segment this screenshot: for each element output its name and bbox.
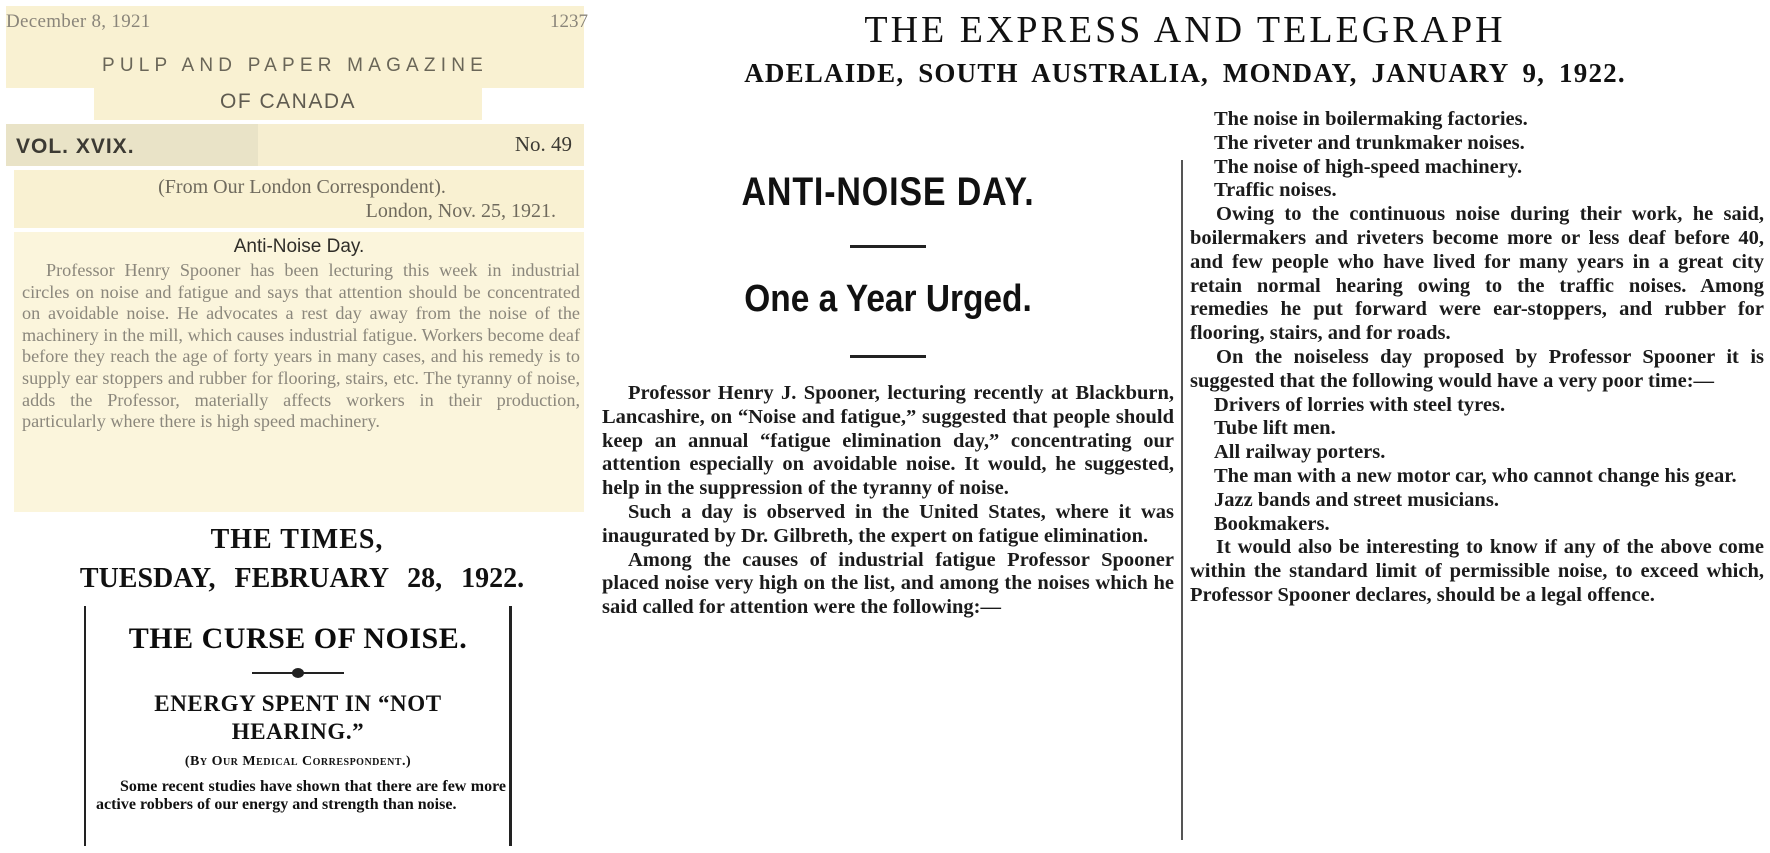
pulp-paper-clipping — [0, 0, 594, 520]
et-list-item: Drivers of lorries with steel tyres. — [1214, 393, 1506, 416]
pp-masthead-line2: OF CANADA — [219, 90, 356, 113]
times-byline: (By Our Medical Correspondent.) — [184, 754, 412, 769]
et-list-item: The noise of high-speed machinery. — [1214, 155, 1523, 178]
et-list-item: The man with a new motor car, who cannot change his gear. — [1214, 464, 1737, 487]
et-paragraph: Among the causes of industrial fatigue Professor Spooner placed noise very high on the list, and among the noises which he said called for attention were the following:— — [602, 548, 1174, 619]
pp-article-body: Professor Henry Spooner has been lecturing this week in industrial circles on noise and fatigue and says that attention should be concentrated on avoidable noise. He advocates a rest day away from the noise of the machinery in the mill, which causes industrial fatigue. Workers become deaf before they reach the age of forty years in many cases, and his remedy is to supply ear stoppers and rubber for flooring, stairs, etc. The tyranny of noise, adds the Professor, materially affects workers in their production, particularly where there is high speed machinery. — [22, 260, 580, 432]
et-paragraph: Professor Henry J. Spooner, lecturing recently at Blackburn, Lancashire, on “Noise and fatigue,” suggested that people should keep an annual “fatigue elimination day,” concentrating our attention especially on avoidable noise. It would, he suggested, help in the suppression of the tyranny of noise. — [602, 382, 1174, 500]
et-headline: ANTI-NOISE DAY. — [741, 170, 1035, 214]
pp-article-heading: Anti-Noise Day. — [233, 236, 365, 257]
et-list-item: All railway porters. — [1214, 441, 1386, 464]
et-paragraph: Such a day is observed in the United States, where it was inaugurated by Dr. Gilbreth, the expert on fatigue elimination. — [602, 500, 1174, 547]
et-paragraph: It would also be interesting to know if any of the above come within the standard limit of permissible noise, to exceed which, Professor Spooner declares, should be a legal offence. — [1190, 536, 1764, 606]
pp-correspondent: (From Our London Correspondent). — [158, 176, 446, 198]
times-masthead: THE TIMES, — [210, 524, 384, 555]
pp-dateline: London, Nov. 25, 1921. — [365, 200, 556, 222]
et-subheadline-rule — [850, 355, 926, 358]
et-paragraph: Owing to the continuous noise during their work, he said, boilermakers and riveters become more or less deaf before 40, and few people who have lived for many years in a great city retain normal hearing owing to the traffic noises. Among remedies he put forward were ear-stoppers, and rubber for flooring, stairs, and for roads. — [1190, 203, 1764, 345]
pp-volume: VOL. XVIX. — [16, 135, 135, 158]
et-column-2 — [1190, 108, 1764, 848]
times-divider-ornament — [292, 668, 304, 678]
et-list-item: Bookmakers. — [1214, 512, 1330, 535]
et-paragraph: On the noiseless day proposed by Professor Spooner it is suggested that the following would have a very poor time:— — [1190, 345, 1764, 392]
times-article-body: Some recent studies have shown that there are few more active robbers of our energy and strength than noise. — [96, 778, 506, 813]
et-subheadline: One a Year Urged. — [744, 278, 1032, 320]
et-list-item: Tube lift men. — [1214, 417, 1336, 440]
times-article — [84, 606, 512, 846]
et-column-1 — [602, 160, 1174, 850]
times-subheadline: ENERGY SPENT IN “NOT HEARING.” — [154, 691, 442, 744]
et-dateline: ADELAIDE, SOUTH AUSTRALIA, MONDAY, JANUARY 9, 1922. — [744, 58, 1626, 88]
et-masthead: THE EXPRESS AND TELEGRAPH — [864, 9, 1506, 51]
et-column-divider — [1181, 160, 1183, 840]
et-list-item: Jazz bands and street musicians. — [1214, 488, 1499, 511]
pp-issue-date: December 8, 1921 — [6, 11, 151, 32]
times-dateline: TUESDAY, FEBRUARY 28, 1922. — [79, 563, 525, 594]
times-headline: THE CURSE OF NOISE. — [128, 622, 468, 655]
et-list-item: The riveter and trunkmaker noises. — [1214, 131, 1525, 154]
et-column-1-body — [602, 382, 1174, 620]
et-list-item: Traffic noises. — [1214, 179, 1337, 202]
pp-page-number: 1237 — [550, 11, 588, 32]
et-headline-rule — [850, 245, 926, 248]
pp-masthead-line1: PULP AND PAPER MAGAZINE — [101, 55, 489, 76]
et-list-item: The noise in boilermaking factories. — [1214, 108, 1528, 130]
pp-issue-number: No. 49 — [514, 132, 572, 156]
